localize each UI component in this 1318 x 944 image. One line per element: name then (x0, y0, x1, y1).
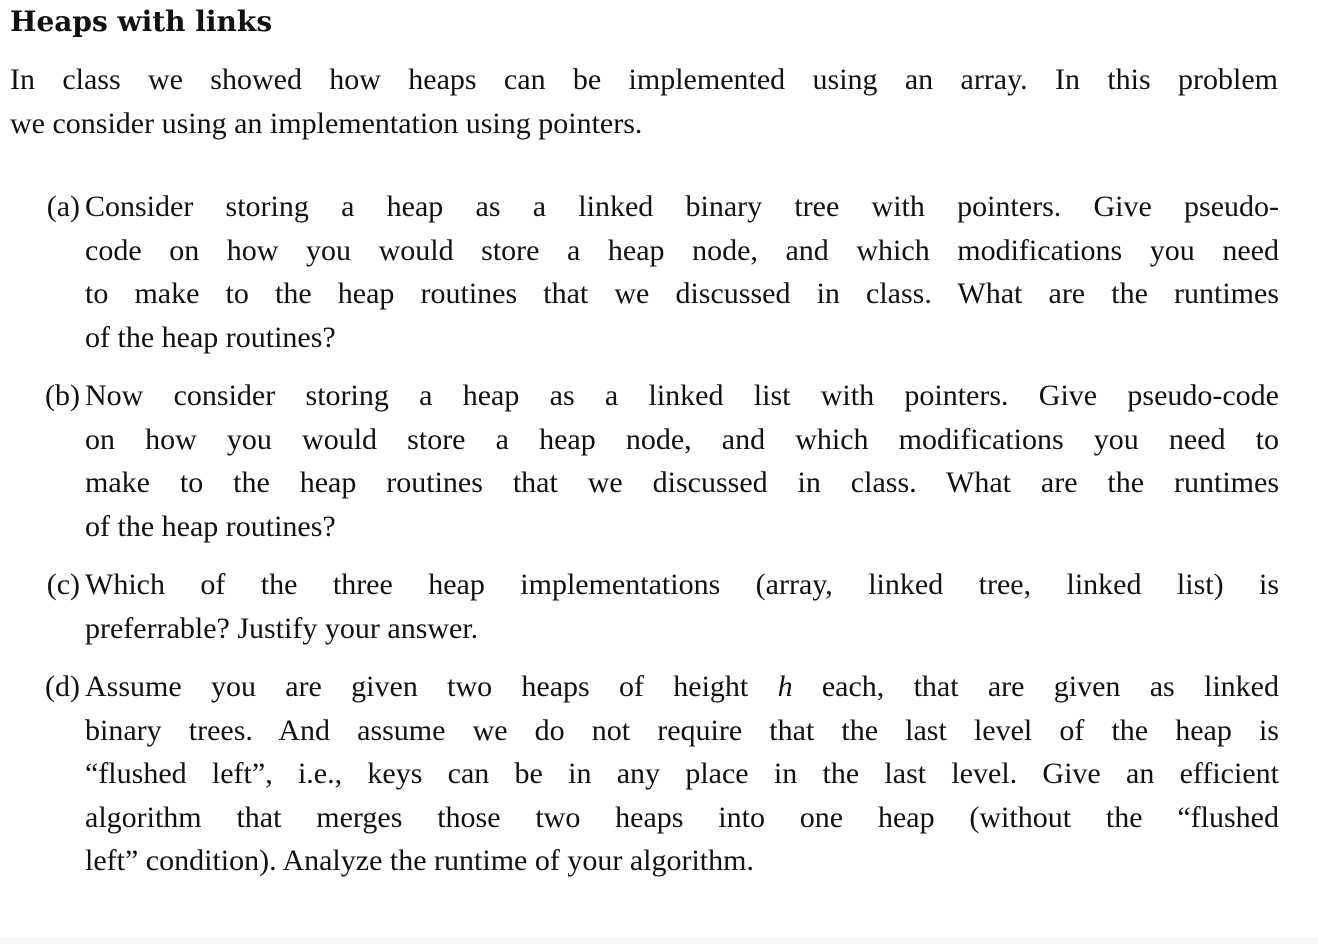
item-line: Which of the three heap implementations (array, linked tree, linked list) is (85, 568, 1279, 601)
item-text: Assume you are given two heaps of height (85, 670, 778, 703)
item-line: “flushed left”, i.e., keys can be in any place in the last level. Give an efficient (85, 757, 1279, 790)
item-label: (d) (45, 670, 80, 703)
item-body (85, 665, 1279, 883)
item-line: binary trees. And assume we do not require that the last level of the heap is (85, 713, 1279, 747)
item-line: preferrable? Justify your answer. (85, 611, 479, 645)
math-variable: h (777, 670, 793, 703)
item-line (85, 665, 1279, 709)
item-line: algorithm that merges those two heaps into one heap (without the “flushed (85, 800, 1279, 834)
item-body (85, 374, 1279, 548)
intro-line: In class we showed how heaps can be implemented using an array. In this problem (10, 63, 1278, 96)
item-label: (c) (46, 568, 80, 601)
section-title: Heaps with links (10, 5, 273, 38)
page-bottom-strip (0, 938, 1318, 944)
item-body (85, 185, 1279, 359)
item-line: make to the heap routines that we discussed in class. What are the runtimes (85, 466, 1279, 499)
item-line: code on how you would store a heap node, and which modifications you need (85, 233, 1279, 267)
item-line: left” condition). Analyze the runtime of your algorithm. (85, 844, 754, 877)
item-line: of the heap routines? (85, 320, 336, 354)
item-line: of the heap routines? (85, 509, 336, 543)
item-label: (b) (45, 379, 80, 412)
item-line: on how you would store a heap node, and which modifications you need to (85, 422, 1279, 456)
item-text: each, that are given as linked (792, 670, 1279, 703)
item-line: to make to the heap routines that we discussed in class. What are the runtimes (85, 277, 1279, 310)
item-line: Consider storing a heap as a linked binary tree with pointers. Give pseudo- (85, 190, 1279, 223)
item-body (85, 563, 1279, 650)
item-line: Now consider storing a heap as a linked list with pointers. Give pseudo-code (85, 379, 1279, 412)
intro-line: we consider using an implementation using pointers. (10, 107, 643, 140)
item-label: (a) (46, 190, 80, 223)
intro-paragraph (10, 58, 1278, 146)
